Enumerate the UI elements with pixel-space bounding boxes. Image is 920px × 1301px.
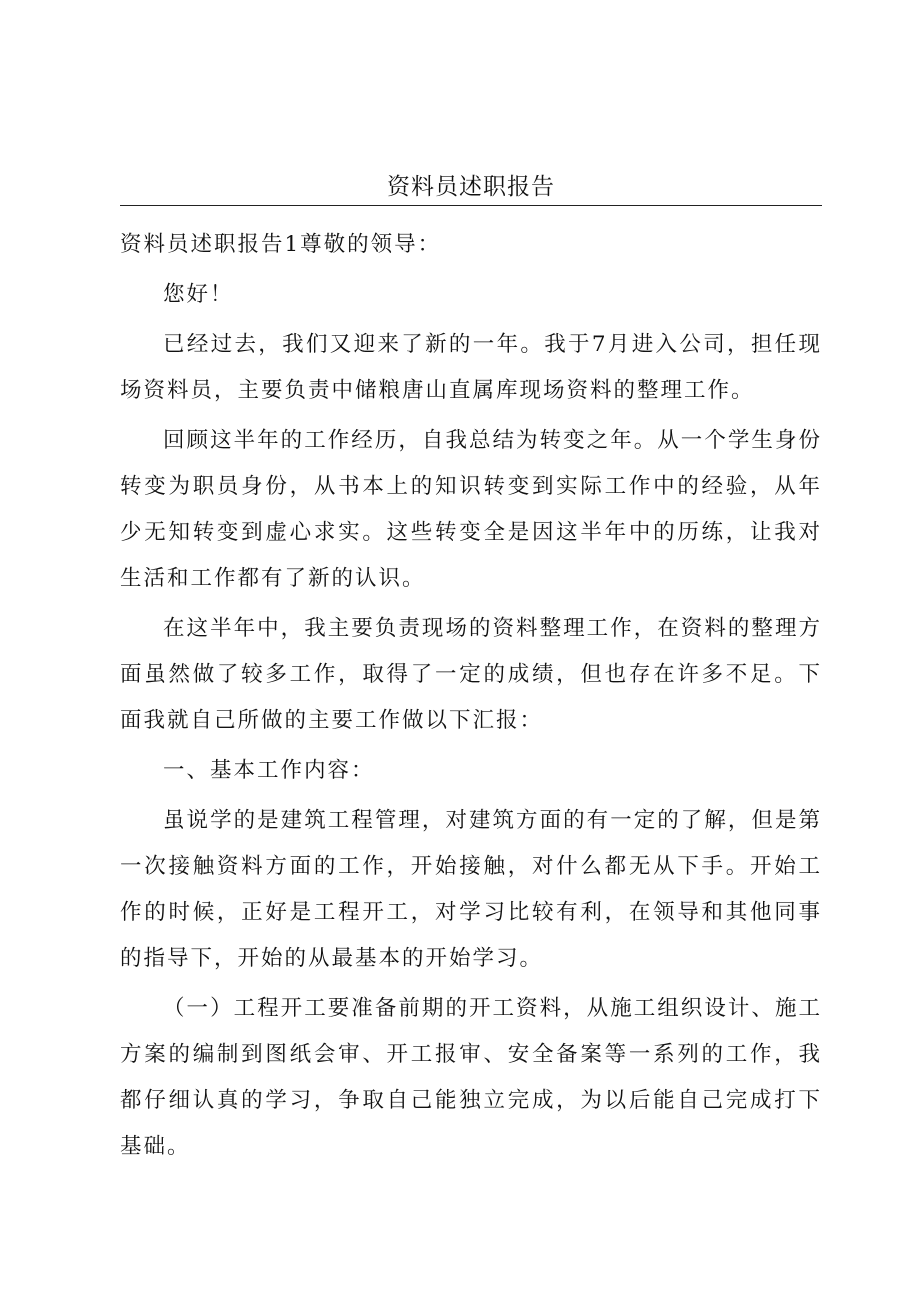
section-heading-basic-work: 一、基本工作内容： xyxy=(163,758,375,783)
paragraph-review: 回顾这半年的工作经历，自我总结为转变之年。从一个学生身份转变为职员身份，从书本上的知识转变到实际工作中的经验，从年少无知转变到虚心求实。这些转变全是因这半年中的历练，让我对生活和工作都有了新的认识。 xyxy=(120,428,822,591)
paragraph-summary: 在这半年中，我主要负责现场的资料整理工作，在资料的整理方面虽然做了较多工作，取得了一定的成绩，但也存在许多不足。下面我就自己所做的主要工作做以下汇报： xyxy=(120,616,822,733)
paragraph-learning: 虽说学的是建筑工程管理，对建筑方面的有一定的了解，但是第一次接触资料方面的工作，开始接触，对什么都无从下手。开始工作的时候，正好是工程开工，对学习比较有利，在领导和其他同事的指导下，开始的从最基本的开始学习。 xyxy=(120,808,822,971)
opening-line: 资料员述职报告1尊敬的领导： xyxy=(120,232,442,257)
paragraph-intro: 已经过去，我们又迎来了新的一年。我于7月进入公司，担任现场资料员，主要负责中储粮唐山直属库现场资料的整理工作。 xyxy=(120,332,822,403)
title-underline xyxy=(120,205,822,206)
document-title: 资料员述职报告 xyxy=(387,174,555,200)
greeting: 您好！ xyxy=(163,282,234,307)
document-body xyxy=(120,222,822,1174)
paragraph-startup-documents: （一）工程开工要准备前期的开工资料，从施工组织设计、施工方案的编制到图纸会审、开工报审、安全备案等一系列的工作，我都仔细认真的学习，争取自己能独立完成，为以后能自己完成打下基础。 xyxy=(120,996,822,1159)
